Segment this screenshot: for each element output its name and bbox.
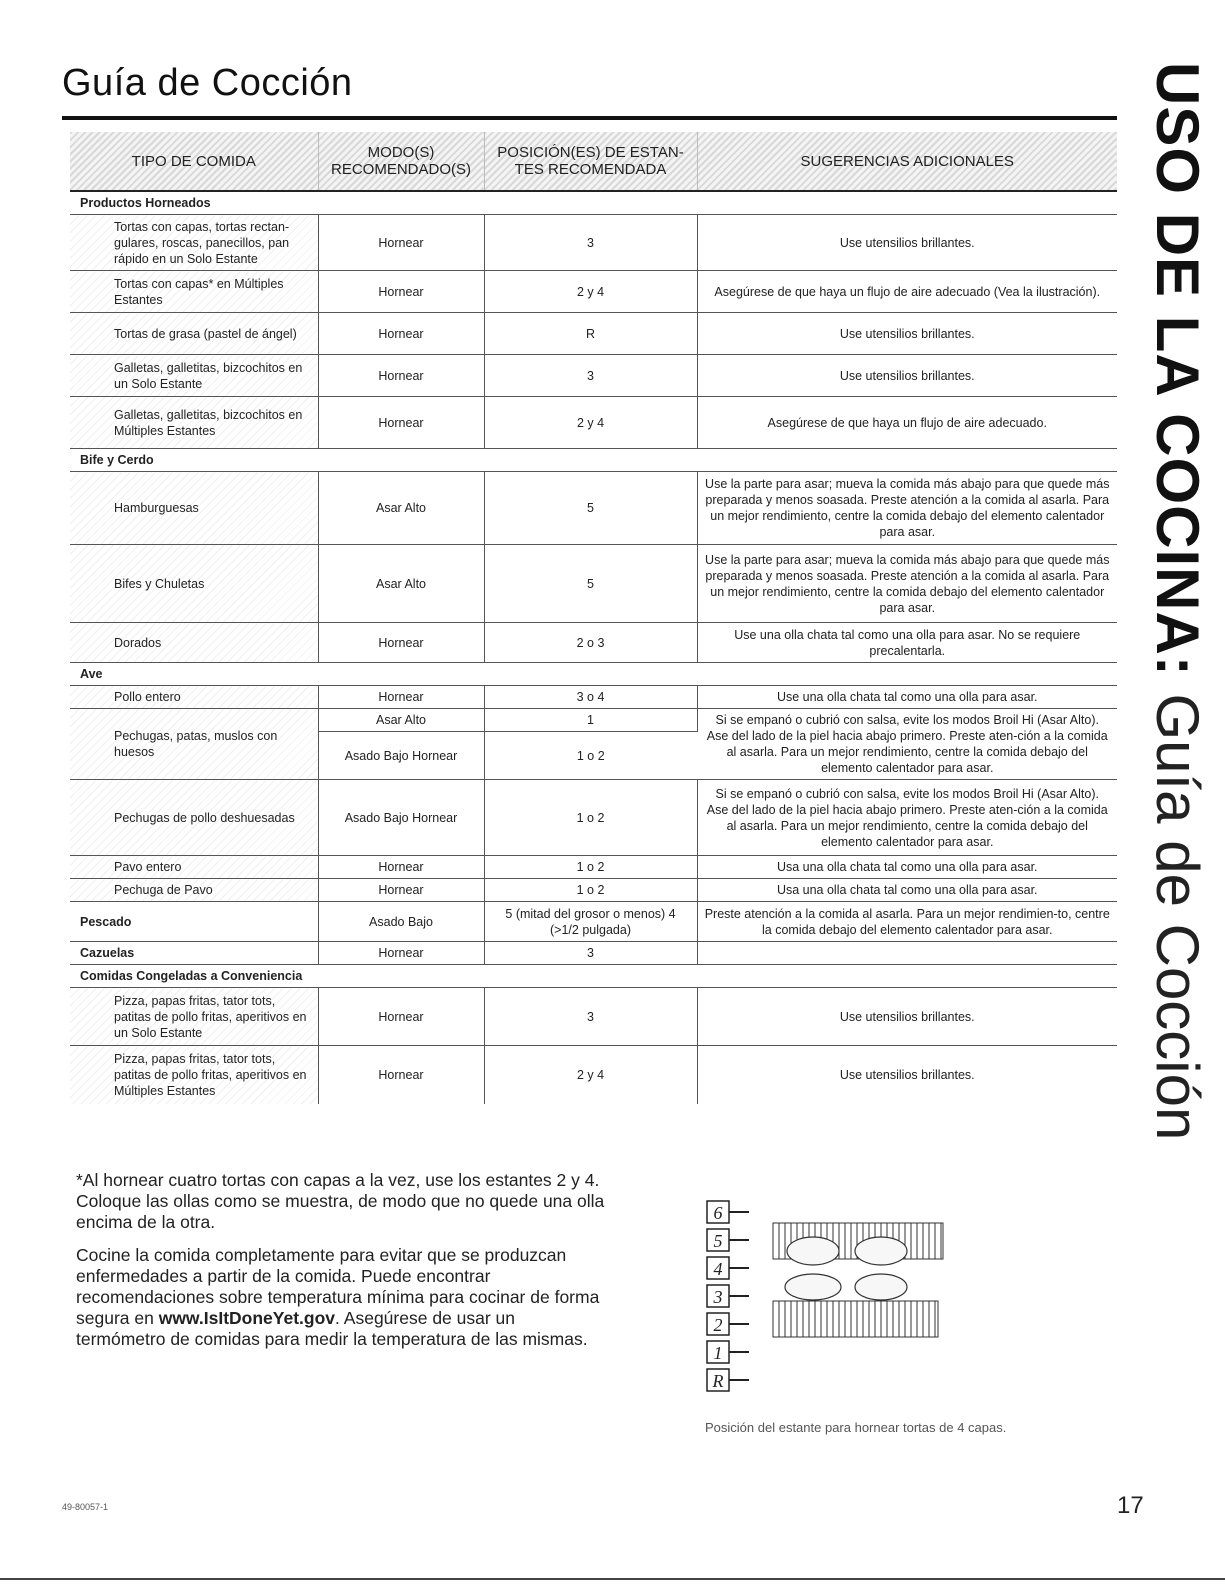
footnote-block — [76, 1170, 606, 1362]
section-title: Bife y Cerdo — [70, 449, 1117, 472]
title-rule — [62, 116, 1117, 120]
cooking-guide-table — [70, 132, 1117, 1104]
position-cell: 2 o 3 — [484, 623, 697, 663]
mode-cell: Hornear — [318, 355, 484, 397]
rack-label-2 — [707, 1313, 749, 1335]
svg-text:4: 4 — [713, 1259, 723, 1279]
position-cell: 3 — [484, 988, 697, 1046]
tips-cell: Use una olla chata tal como una olla para asar. — [697, 686, 1117, 709]
tips-cell: Preste atención a la comida al asarla. Para un mejor rendimien-to, centre la comida debajo del elemento calentador para asar. — [697, 902, 1117, 942]
diagram-caption: Posición del estante para hornear tortas de 4 capas. — [705, 1420, 1007, 1435]
svg-text:5: 5 — [713, 1231, 723, 1251]
mode-cell: Hornear — [318, 623, 484, 663]
tips-cell: Use la parte para asar; mueva la comida más abajo para que quede más preparada y menos soasada. Preste atención a la comida al asarla. Para un mejor rendimiento, centre la comida debajo del elemento calentador para asar. — [697, 545, 1117, 623]
table-row — [70, 545, 1117, 623]
mode-cell: Asado Bajo Hornear — [318, 780, 484, 856]
tips-cell: Usa una olla chata tal como una olla para asar. — [697, 856, 1117, 879]
tips-cell: Use utensilios brillantes. — [697, 313, 1117, 355]
food-cell: Tortas de grasa (pastel de ángel) — [70, 313, 318, 355]
table-row — [70, 686, 1117, 709]
table-row — [70, 313, 1117, 355]
rack-position-diagram — [705, 1195, 945, 1400]
table-row — [70, 902, 1117, 942]
food-cell: Bifes y Chuletas — [70, 545, 318, 623]
page-title: Guía de Cocción — [62, 62, 353, 104]
position-cell: 3 — [484, 215, 697, 271]
position-cell: 3 o 4 — [484, 686, 697, 709]
tips-cell: Si se empanó o cubrió con salsa, evite los modos Broil Hi (Asar Alto). Ase del lado de la piel hacia abajo primero. Preste aten-ción a la comida al asarla. Para un mejor rendimiento, centre la comida debajo del elemento calentador para asar. — [697, 780, 1117, 856]
position-cell: 1 — [484, 709, 697, 732]
table-row — [70, 780, 1117, 856]
page-number: 17 — [1117, 1492, 1144, 1519]
side-title-bold: USO DE LA COCINA: — [1144, 62, 1211, 677]
food-cell: Dorados — [70, 623, 318, 663]
position-cell: 1 o 2 — [484, 732, 697, 780]
food-cell: Galletas, galletitas, bizcochitos en Múltiples Estantes — [70, 397, 318, 449]
tips-cell: Asegúrese de que haya un flujo de aire adecuado (Vea la ilustración). — [697, 271, 1117, 313]
tips-cell: Use una olla chata tal como una olla para asar. No se requiere precalentarla. — [697, 623, 1117, 663]
food-cell: Pechuga de Pavo — [70, 879, 318, 902]
svg-text:3: 3 — [713, 1287, 723, 1307]
tips-cell: Asegúrese de que haya un flujo de aire adecuado. — [697, 397, 1117, 449]
tips-cell: Use la parte para asar; mueva la comida más abajo para que quede más preparada y menos soasada. Preste atención a la comida al asarla. Para un mejor rendimiento, centre la comida debajo del elemento calentador para asar. — [697, 472, 1117, 545]
rack-label-1 — [707, 1341, 749, 1363]
footnote-layer-cakes: *Al hornear cuatro tortas con capas a la vez, use los estantes 2 y 4. Coloque las ollas como se muestra, de modo que no quede una olla encima de la otra. — [76, 1170, 605, 1232]
table-row — [70, 856, 1117, 879]
mode-cell: Hornear — [318, 313, 484, 355]
svg-text:6: 6 — [713, 1203, 723, 1223]
tips-cell — [697, 942, 1117, 965]
mode-cell: Hornear — [318, 686, 484, 709]
section-title: Comidas Congeladas a Conveniencia — [70, 965, 1117, 988]
food-cell: Pollo entero — [70, 686, 318, 709]
side-title-light: Guía de Cocción — [1144, 676, 1211, 1141]
rack-label-4 — [707, 1257, 749, 1279]
table-row — [70, 879, 1117, 902]
tips-cell: Use utensilios brillantes. — [839, 1067, 975, 1082]
mode-cell: Hornear — [318, 397, 484, 449]
tips-cell: Use utensilios brillantes. — [697, 988, 1117, 1046]
food-safety-text-b: . Asegúrese de usar un termómetro de comidas para medir la temperatura de las mismas. — [76, 1308, 588, 1349]
food-cell: Pechugas, patas, muslos con huesos — [70, 709, 318, 780]
mode-cell: Asar Alto — [318, 545, 484, 623]
rack-labels — [707, 1201, 749, 1391]
table-row — [70, 355, 1117, 397]
table-row — [70, 623, 1117, 663]
document-number: 49-80057-1 — [62, 1502, 109, 1512]
position-cell: 5 (mitad del grosor o menos) 4 (>1/2 pulgada) — [484, 902, 697, 942]
position-cell: 1 o 2 — [484, 879, 697, 902]
position-cell: 3 — [484, 355, 697, 397]
mode-cell: Asado Bajo — [318, 902, 484, 942]
rack-label-6 — [707, 1201, 749, 1223]
food-cell: Pechugas de pollo deshuesadas — [70, 780, 318, 856]
rack-label-5 — [707, 1229, 749, 1251]
rack-label-R — [707, 1369, 749, 1391]
tips-cell: Use utensilios brillantes. — [697, 215, 1117, 271]
side-title — [1138, 62, 1211, 1141]
food-cell: Pavo entero — [70, 856, 318, 879]
mode-cell: Asado Bajo Hornear — [318, 732, 484, 780]
mode-cell: Hornear — [318, 271, 484, 313]
section-title: Cazuelas — [70, 942, 318, 965]
svg-text:1: 1 — [713, 1343, 723, 1363]
position-cell: 2 y 4 — [484, 397, 697, 449]
food-cell: Hamburguesas — [70, 472, 318, 545]
position-cell: R — [484, 313, 697, 355]
table-row — [70, 1046, 1117, 1104]
food-cell: Pizza, papas fritas, tator tots, patitas de pollo fritas, aperitivos en Múltiples Estantes — [70, 1046, 318, 1104]
food-cell: Tortas con capas, tortas rectan-gulares, roscas, panecillos, pan rápido en un Solo Estante — [70, 215, 318, 271]
section-title: Pescado — [70, 902, 318, 942]
food-safety-note — [76, 1245, 606, 1350]
table-row — [70, 472, 1117, 545]
food-cell: Galletas, galletitas, bizcochitos en un Solo Estante — [70, 355, 318, 397]
table-row — [70, 397, 1117, 449]
food-cell: Pizza, papas fritas, tator tots, patitas de pollo fritas, aperitivos en un Solo Estante — [70, 988, 318, 1046]
table-row — [70, 271, 1117, 313]
position-cell: 2 y 4 — [484, 1046, 697, 1104]
position-cell: 1 o 2 — [484, 856, 697, 879]
mode-cell: Hornear — [318, 988, 484, 1046]
tips-cell: Use utensilios brillantes. — [697, 355, 1117, 397]
food-safety-link[interactable]: www.IsItDoneYet.gov — [158, 1308, 336, 1328]
svg-text:2: 2 — [713, 1315, 723, 1335]
mode-cell: Hornear — [318, 879, 484, 902]
position-cell: 2 y 4 — [484, 271, 697, 313]
position-cell: 3 — [484, 942, 697, 965]
mode-cell: Hornear — [318, 942, 484, 965]
mode-cell: Hornear — [318, 215, 484, 271]
position-cell: 5 — [484, 472, 697, 545]
tips-cell: Si se empanó o cubrió con salsa, evite los modos Broil Hi (Asar Alto). Ase del lado de la piel hacia abajo primero. Preste aten-ción a la comida al asarla. Para un mejor rendimiento, centre la comida debajo del elemento calentador para asar. — [697, 709, 1117, 780]
section-title: Ave — [70, 663, 1117, 686]
position-cell: 1 o 2 — [484, 780, 697, 856]
header-rack-position: POSICIÓN(ES) DE ESTAN-TES RECOMENDADA — [484, 132, 697, 191]
food-cell: Tortas con capas* en Múltiples Estantes — [70, 271, 318, 313]
section-title: Productos Horneados — [70, 191, 1117, 215]
mode-cell: Asar Alto — [318, 709, 484, 732]
header-mode: MODO(S) RECOMENDADO(S) — [318, 132, 484, 191]
table-header-row — [70, 132, 1117, 191]
rack-label-3 — [707, 1285, 749, 1307]
food-safety-text-a: Cocine la comida completamente para evitar que se produzcan enfermedades a partir de la comida. Puede encontrar recomendaciones sobre temperatura mínima para cocinar de forma segura en — [76, 1245, 600, 1328]
header-food-type: TIPO DE COMIDA — [70, 132, 318, 191]
bottom-rule — [0, 1578, 1225, 1580]
table-row — [70, 942, 1117, 965]
mode-cell: Hornear — [318, 1046, 484, 1104]
mode-cell: Hornear — [318, 856, 484, 879]
header-suggestions: SUGERENCIAS ADICIONALES — [697, 132, 1117, 191]
mode-cell: Asar Alto — [318, 472, 484, 545]
position-cell: 5 — [484, 545, 697, 623]
table-row — [70, 215, 1117, 271]
svg-text:R: R — [712, 1371, 724, 1391]
tips-cell: Usa una olla chata tal como una olla para asar. — [697, 879, 1117, 902]
table-row — [70, 988, 1117, 1046]
table-row — [70, 709, 1117, 732]
